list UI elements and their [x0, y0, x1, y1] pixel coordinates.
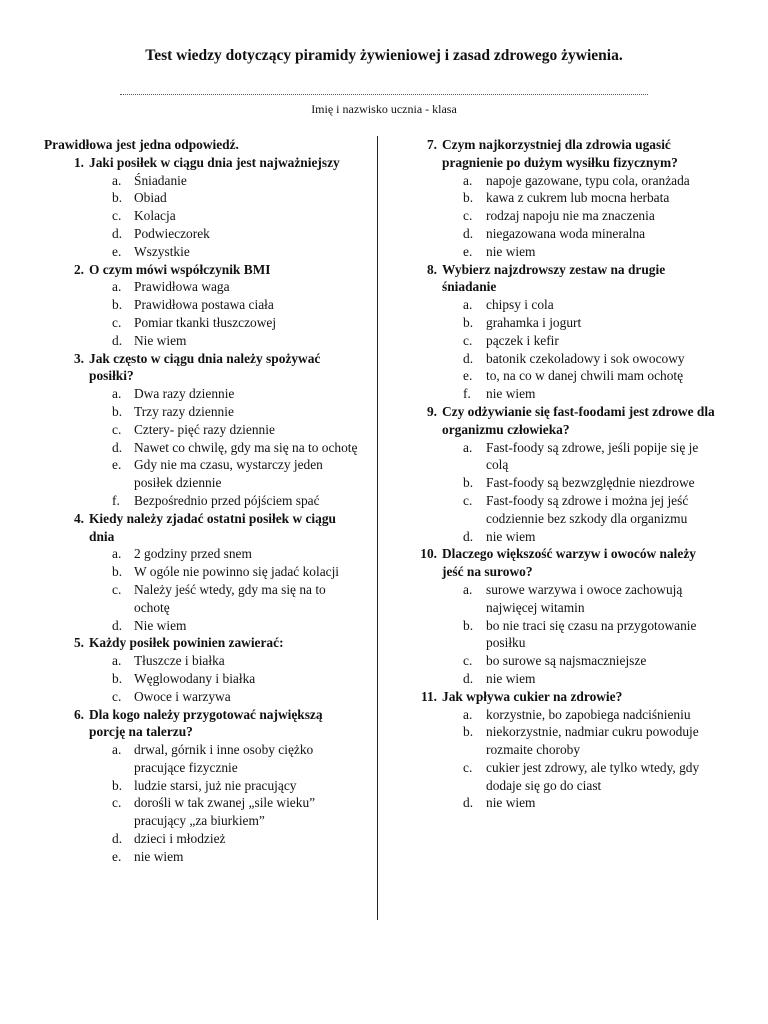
option-text: nie wiem — [486, 795, 536, 811]
answer-option — [44, 385, 362, 403]
answer-option — [415, 439, 715, 475]
option-letter: f. — [112, 492, 120, 508]
option-text: bo surowe są najsmaczniejsze — [486, 653, 647, 669]
option-text: Fast-foody są zdrowe, jeśli popije się je colą — [486, 439, 699, 473]
question-text: Wybierz najzdrowszy zestaw na drugie śniadanie — [442, 261, 666, 295]
option-letter: c. — [112, 421, 122, 437]
answer-option — [44, 456, 362, 492]
right-questions — [415, 136, 715, 812]
answer-option — [44, 439, 362, 457]
answer-option — [415, 794, 715, 812]
answer-option — [44, 314, 362, 332]
answer-option — [415, 243, 715, 261]
option-letter: c. — [463, 759, 473, 775]
option-text: cukier jest zdrowy, ale tylko wtedy, gdy dodaje się go do ciast — [486, 759, 700, 793]
option-text: Wszystkie — [134, 243, 190, 259]
question-text: Czy odżywianie się fast-foodami jest zdrowe dla organizmu człowieka? — [442, 403, 715, 437]
option-letter: e. — [112, 243, 122, 259]
option-text: Bezpośrednio przed pójściem spać — [134, 492, 320, 508]
option-text: nie wiem — [486, 386, 536, 402]
answer-option — [415, 723, 715, 759]
answer-option — [415, 492, 715, 528]
answer-option — [44, 794, 362, 830]
option-text: napoje gazowane, typu cola, oranżada — [486, 172, 690, 188]
answer-option — [44, 225, 362, 243]
option-text: Obiad — [134, 190, 167, 206]
answer-option — [415, 706, 715, 724]
question-number: 2. — [73, 261, 84, 277]
option-letter: b. — [112, 297, 123, 313]
question-number: 1. — [73, 154, 84, 170]
question-text: Jak często w ciągu dnia należy spożywać posiłki? — [89, 350, 321, 384]
option-letter: d. — [112, 617, 123, 633]
question-number: 10. — [420, 546, 437, 562]
answer-option — [415, 617, 715, 653]
answer-option — [415, 332, 715, 350]
option-letter: d. — [112, 831, 123, 847]
answer-option — [44, 243, 362, 261]
option-text: korzystnie, bo zapobiega nadciśnieniu — [486, 706, 691, 722]
option-text: bo nie traci się czasu na przygotowanie posiłku — [486, 617, 697, 651]
question — [44, 261, 362, 279]
question-text: Dla kogo należy przygotować największą porcję na talerzu? — [89, 706, 323, 740]
question — [44, 350, 362, 386]
question-text: Kiedy należy zjadać ostatni posiłek w ciągu dnia — [89, 510, 336, 544]
question-number: 9. — [426, 403, 437, 419]
option-letter: a. — [112, 546, 122, 562]
option-letter: c. — [463, 653, 473, 669]
answer-option — [44, 688, 362, 706]
option-letter: d. — [463, 350, 474, 366]
option-text: rodzaj napoju nie ma znaczenia — [486, 208, 655, 224]
answer-option — [44, 403, 362, 421]
question-number: 5. — [73, 635, 84, 651]
option-text: niekorzystnie, nadmiar cukru powoduje rozmaite choroby — [486, 724, 699, 758]
option-letter: c. — [112, 795, 122, 811]
column-divider — [377, 136, 378, 920]
question — [44, 706, 362, 742]
answer-option — [415, 172, 715, 190]
option-letter: c. — [112, 314, 122, 330]
option-text: Owoce i warzywa — [134, 688, 231, 704]
option-letter: e. — [463, 368, 473, 384]
option-text: nie wiem — [486, 528, 536, 544]
option-text: Podwieczorek — [134, 225, 210, 241]
option-letter: b. — [112, 670, 123, 686]
name-dotted-line — [120, 84, 648, 95]
answer-option — [44, 652, 362, 670]
option-letter: a. — [112, 386, 122, 402]
option-text: dzieci i młodzież — [134, 831, 226, 847]
answer-option — [44, 207, 362, 225]
answer-option — [44, 172, 362, 190]
option-text: chipsy i cola — [486, 297, 554, 313]
answer-option — [44, 617, 362, 635]
option-text: Gdy nie ma czasu, wystarczy jeden posiłek dziennie — [134, 457, 323, 491]
question — [415, 403, 715, 439]
question — [415, 545, 715, 581]
answer-option — [415, 652, 715, 670]
answer-option — [415, 759, 715, 795]
question-number: 11. — [421, 688, 437, 704]
option-text: 2 godziny przed snem — [134, 546, 252, 562]
option-letter: a. — [463, 706, 473, 722]
option-text: Dwa razy dziennie — [134, 386, 235, 402]
option-text: Tłuszcze i białka — [134, 653, 225, 669]
question-number: 4. — [73, 510, 84, 526]
question — [415, 688, 715, 706]
answer-option — [44, 563, 362, 581]
answer-option — [415, 474, 715, 492]
answer-option — [44, 777, 362, 795]
option-letter: c. — [463, 208, 473, 224]
option-letter: a. — [112, 279, 122, 295]
answer-option — [44, 492, 362, 510]
option-text: batonik czekoladowy i sok owocowy — [486, 350, 685, 366]
option-text: niegazowana woda mineralna — [486, 225, 646, 241]
option-text: Prawidłowa waga — [134, 279, 230, 295]
option-letter: b. — [463, 475, 474, 491]
option-text: nie wiem — [134, 848, 184, 864]
option-letter: b. — [463, 617, 474, 633]
option-text: Trzy razy dziennie — [134, 403, 234, 419]
option-text: W ogóle nie powinno się jadać kolacji — [134, 564, 340, 580]
answer-option — [415, 207, 715, 225]
answer-option — [44, 278, 362, 296]
intro-text: Prawidłowa jest jedna odpowiedź. — [44, 137, 239, 152]
option-letter: d. — [112, 332, 123, 348]
answer-option — [44, 189, 362, 207]
option-text: Cztery- pięć razy dziennie — [134, 421, 275, 437]
option-text: kawa z cukrem lub mocna herbata — [486, 190, 670, 206]
option-text: nie wiem — [486, 243, 536, 259]
question — [44, 510, 362, 546]
question-text: Jaki posiłek w ciągu dnia jest najważniejszy — [89, 154, 340, 170]
answer-option — [44, 848, 362, 866]
option-letter: a. — [463, 172, 473, 188]
answer-option — [44, 670, 362, 688]
option-letter: d. — [112, 225, 123, 241]
option-letter: e. — [112, 848, 122, 864]
option-letter: c. — [112, 688, 122, 704]
option-letter: d. — [463, 225, 474, 241]
question — [44, 634, 362, 652]
option-letter: a. — [112, 742, 122, 758]
answer-option — [44, 830, 362, 848]
option-letter: b. — [112, 403, 123, 419]
answer-option — [44, 421, 362, 439]
option-text: Nie wiem — [134, 617, 187, 633]
answer-option — [44, 741, 362, 777]
question-text: Dlaczego większość warzyw i owoców należy jeść na surowo? — [442, 546, 696, 580]
answer-option — [415, 296, 715, 314]
option-text: Prawidłowa postawa ciała — [134, 297, 274, 313]
answer-option — [415, 350, 715, 368]
right-column — [415, 136, 715, 812]
option-text: surowe warzywa i owoce zachowują najwięcej witamin — [486, 581, 683, 615]
option-letter: c. — [112, 208, 122, 224]
option-text: to, na co w danej chwili mam ochotę — [486, 368, 684, 384]
option-text: Fast-foody są zdrowe i można jej jeść codziennie bez szkody dla organizmu — [486, 492, 689, 526]
question-text: Czym najkorzystniej dla zdrowia ugasić pragnienie po dużym wysiłku fizycznym? — [442, 137, 678, 170]
option-text: Fast-foody są bezwzględnie niezdrowe — [486, 475, 695, 491]
option-text: drwal, górnik i inne osoby ciężko pracujące fizycznie — [134, 742, 314, 775]
answer-option — [415, 385, 715, 403]
option-text: dorośli w tak zwanej „sile wieku” pracujący „za biurkiem” — [134, 795, 316, 829]
question-number: 6. — [73, 706, 84, 722]
option-letter: c. — [463, 332, 473, 348]
option-text: Nawet co chwilę, gdy ma się na to ochotę — [134, 439, 358, 455]
option-text: Śniadanie — [134, 172, 187, 188]
answer-option — [44, 545, 362, 563]
answer-option — [415, 581, 715, 617]
option-text: Pomiar tkanki tłuszczowej — [134, 314, 277, 330]
question-number: 8. — [426, 261, 437, 277]
answer-option — [415, 314, 715, 332]
option-letter: b. — [463, 190, 474, 206]
page-title: Test wiedzy dotyczący piramidy żywieniowej i zasad zdrowego żywienia. — [145, 47, 623, 64]
option-text: pączek i kefir — [486, 332, 559, 348]
option-letter: a. — [112, 653, 122, 669]
left-column — [44, 136, 362, 866]
option-letter: c. — [112, 581, 122, 597]
option-letter: a. — [463, 439, 473, 455]
option-text: ludzie starsi, już nie pracujący — [134, 777, 297, 793]
option-text: Węglowodany i białka — [134, 670, 256, 686]
option-letter: d. — [463, 670, 474, 686]
question-number: 7. — [426, 137, 437, 152]
left-questions — [44, 154, 362, 866]
answer-option — [44, 332, 362, 350]
answer-option — [415, 225, 715, 243]
option-text: nie wiem — [486, 670, 536, 686]
question-text: Jak wpływa cukier na zdrowie? — [442, 688, 623, 704]
option-letter: b. — [112, 564, 123, 580]
answer-option — [415, 670, 715, 688]
option-letter: a. — [463, 581, 473, 597]
option-letter: a. — [112, 172, 122, 188]
option-letter: d. — [112, 439, 123, 455]
option-text: Nie wiem — [134, 332, 187, 348]
option-letter: b. — [463, 314, 474, 330]
question — [415, 261, 715, 297]
question-number: 3. — [73, 350, 84, 366]
option-letter: a. — [463, 297, 473, 313]
question-text: O czym mówi współczynik BMI — [89, 261, 271, 277]
option-letter: b. — [112, 777, 123, 793]
answer-option — [44, 581, 362, 617]
option-letter: e. — [112, 457, 122, 473]
option-letter: c. — [463, 492, 473, 508]
option-letter: b. — [463, 724, 474, 740]
question — [44, 154, 362, 172]
question — [415, 136, 715, 172]
answer-option — [415, 189, 715, 207]
question-text: Każdy posiłek powinien zawierać: — [89, 635, 284, 651]
option-letter: f. — [463, 386, 471, 402]
answer-option — [415, 367, 715, 385]
name-caption: Imię i nazwisko ucznia - klasa — [311, 102, 457, 116]
option-letter: d. — [463, 795, 474, 811]
answer-option — [44, 296, 362, 314]
option-text: Kolacja — [134, 208, 176, 224]
answer-option — [415, 528, 715, 546]
option-text: grahamka i jogurt — [486, 314, 582, 330]
option-letter: d. — [463, 528, 474, 544]
option-letter: b. — [112, 190, 123, 206]
option-text: Należy jeść wtedy, gdy ma się na to ochotę — [134, 581, 326, 615]
option-letter: e. — [463, 243, 473, 259]
